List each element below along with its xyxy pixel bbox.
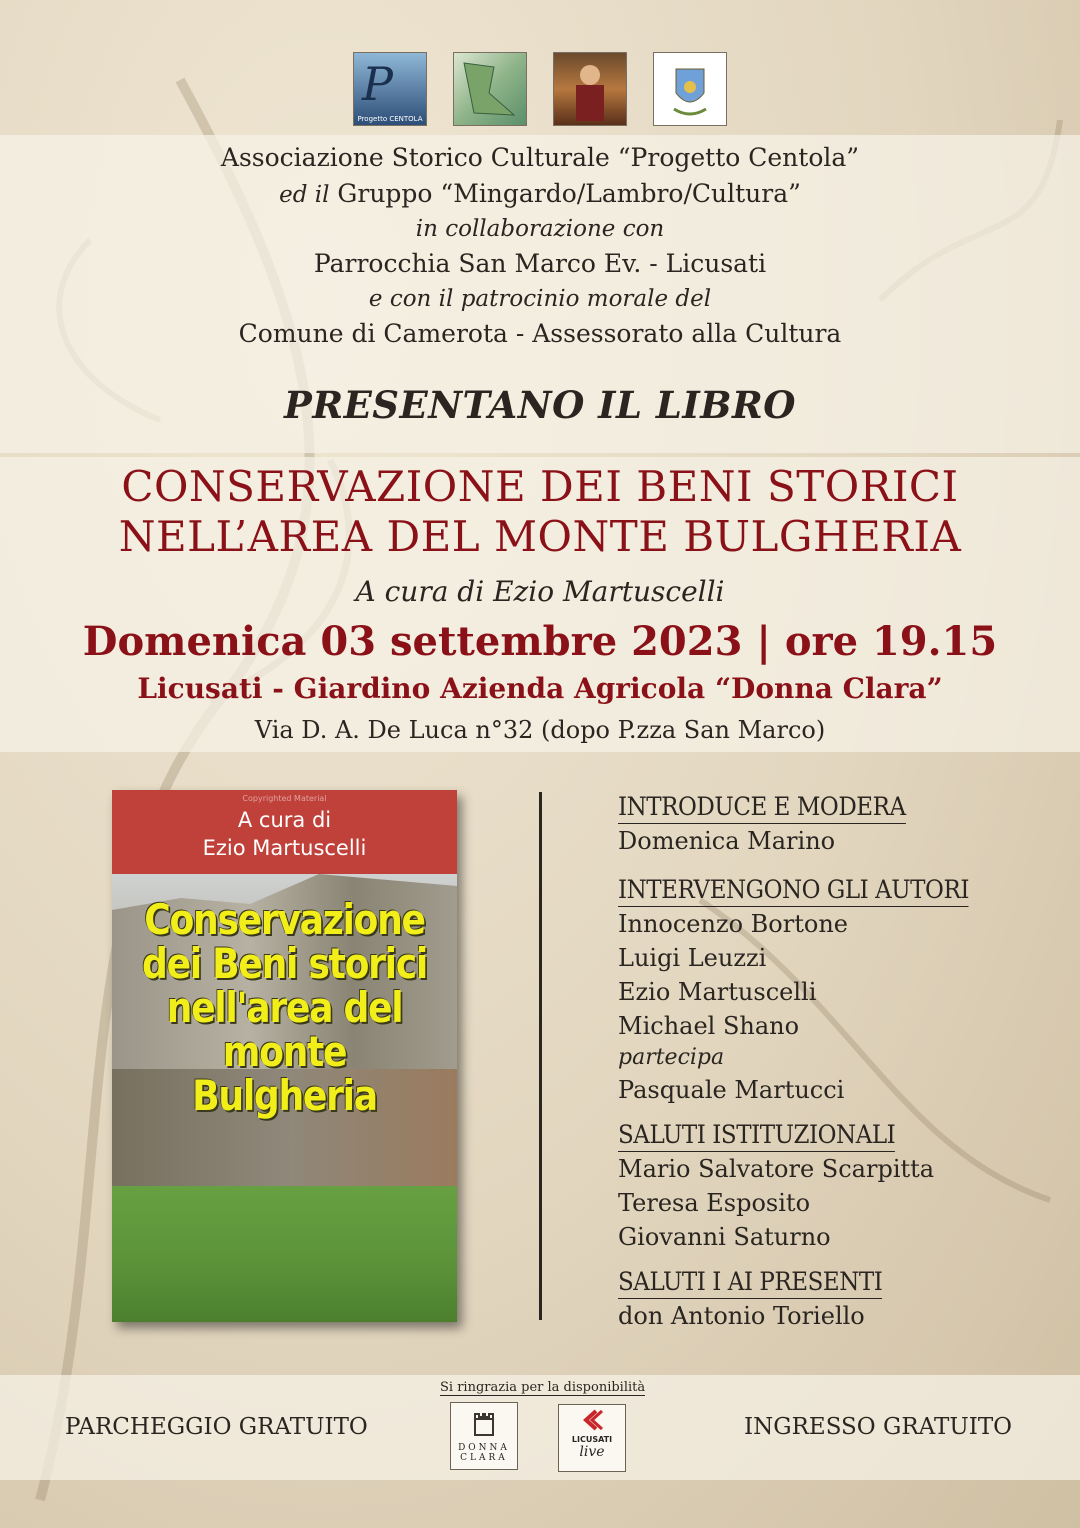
speaker-name: don Antonio Toriello bbox=[618, 1302, 865, 1330]
section-heading: INTERVENGONO GLI AUTORI bbox=[618, 874, 969, 907]
speaker-name: Domenica Marino bbox=[618, 827, 836, 855]
book-title-heading bbox=[0, 462, 1080, 562]
section-heading: SALUTI ISTITUZIONALI bbox=[618, 1119, 895, 1152]
book-cover-header bbox=[112, 790, 457, 874]
free-entry-label: INGRESSO GRATUITO bbox=[744, 1414, 1013, 1440]
castle-icon bbox=[469, 1409, 499, 1439]
camerota-crest-logo bbox=[653, 52, 727, 126]
logo-caption: Progetto CENTOLA bbox=[357, 115, 423, 123]
speaker-name: Ezio Martuscelli bbox=[618, 978, 817, 1006]
licusati-arrow-icon bbox=[580, 1409, 604, 1431]
progetto-centola-logo: P Progetto CENTOLA bbox=[353, 52, 427, 126]
book-title-line: Conservazione bbox=[144, 895, 425, 944]
speaker-name: Giovanni Saturno bbox=[618, 1223, 831, 1251]
speaker-name: Michael Shano bbox=[618, 1012, 800, 1040]
book-title-line: Bulgheria bbox=[192, 1071, 377, 1120]
event-date: Domenica 03 settembre 2023 | ore 19.15 bbox=[82, 618, 998, 665]
program-section-moderator bbox=[618, 783, 1038, 858]
mingardo-map-logo bbox=[453, 52, 527, 126]
book-copyright: Copyrighted Material bbox=[242, 794, 327, 803]
organizer-parish: Parrocchia San Marco Ev. - Licusati bbox=[313, 249, 767, 278]
book-cover bbox=[112, 790, 457, 1322]
program-list bbox=[618, 783, 1038, 1333]
organizer-association: Associazione Storico Culturale “Progetto Centola” bbox=[220, 143, 860, 172]
book-title-line: dei Beni storici bbox=[142, 939, 427, 988]
organizers-block bbox=[0, 140, 1080, 352]
speaker-name: Luigi Leuzzi bbox=[618, 944, 767, 972]
speaker-name: Teresa Esposito bbox=[618, 1189, 811, 1217]
presents-heading: PRESENTANO IL LIBRO bbox=[284, 383, 796, 427]
event-place: Licusati - Giardino Azienda Agricola “Donna Clara” bbox=[137, 672, 943, 705]
donna-clara-text: DONNA CLARA bbox=[458, 1443, 510, 1463]
title-line-2: NELL’AREA DEL MONTE BULGHERIA bbox=[118, 512, 962, 561]
book-curator-label: A cura di bbox=[237, 808, 332, 832]
donna-clara-logo bbox=[450, 1402, 518, 1470]
licusati-live-logo bbox=[558, 1404, 626, 1472]
participant-label: partecipa bbox=[618, 1045, 725, 1070]
book-curator-name: Ezio Martuscelli bbox=[202, 836, 367, 860]
section-heading: SALUTI I AI PRESENTI bbox=[618, 1266, 882, 1299]
organizer-municipality: Comune di Camerota - Assessorato alla Cultura bbox=[238, 319, 842, 348]
program-section-closing bbox=[618, 1258, 1038, 1333]
title-line-1: CONSERVAZIONE DEI BENI STORICI bbox=[121, 462, 959, 511]
licusati-text: LICUSATI bbox=[571, 1435, 613, 1444]
free-parking-label: PARCHEGGIO GRATUITO bbox=[65, 1414, 368, 1440]
section-heading: INTRODUCE E MODERA bbox=[618, 791, 906, 824]
san-marco-logo bbox=[553, 52, 627, 126]
collaboration-label: in collaborazione con bbox=[415, 216, 665, 242]
speaker-name: Mario Salvatore Scarpitta bbox=[618, 1155, 935, 1183]
book-title-line: monte bbox=[222, 1027, 347, 1076]
program-section-greetings bbox=[618, 1111, 1038, 1254]
thanks-label: Si ringrazia per la disponibilità bbox=[440, 1380, 646, 1395]
book-cover-title bbox=[136, 895, 433, 1120]
patronage-label: e con il patrocinio morale del bbox=[368, 286, 712, 312]
event-address: Via D. A. De Luca n°32 (dopo P.zza San Marco) bbox=[254, 716, 826, 744]
speaker-name: Pasquale Martucci bbox=[618, 1076, 845, 1104]
organizer-group bbox=[0, 176, 1080, 212]
organizer-group-name: Gruppo “Mingardo/Lambro/Cultura” bbox=[337, 179, 801, 208]
curator-line: A cura di Ezio Martuscelli bbox=[355, 575, 725, 608]
organizer-group-prefix: ed il bbox=[279, 182, 330, 208]
logo-row bbox=[0, 52, 1080, 126]
speaker-name: Innocenzo Bortone bbox=[618, 910, 848, 938]
divider-line bbox=[539, 792, 542, 1320]
book-title-line: nell'area del bbox=[166, 983, 403, 1032]
program-section-authors bbox=[618, 866, 1038, 1107]
live-text: live bbox=[579, 1444, 605, 1460]
